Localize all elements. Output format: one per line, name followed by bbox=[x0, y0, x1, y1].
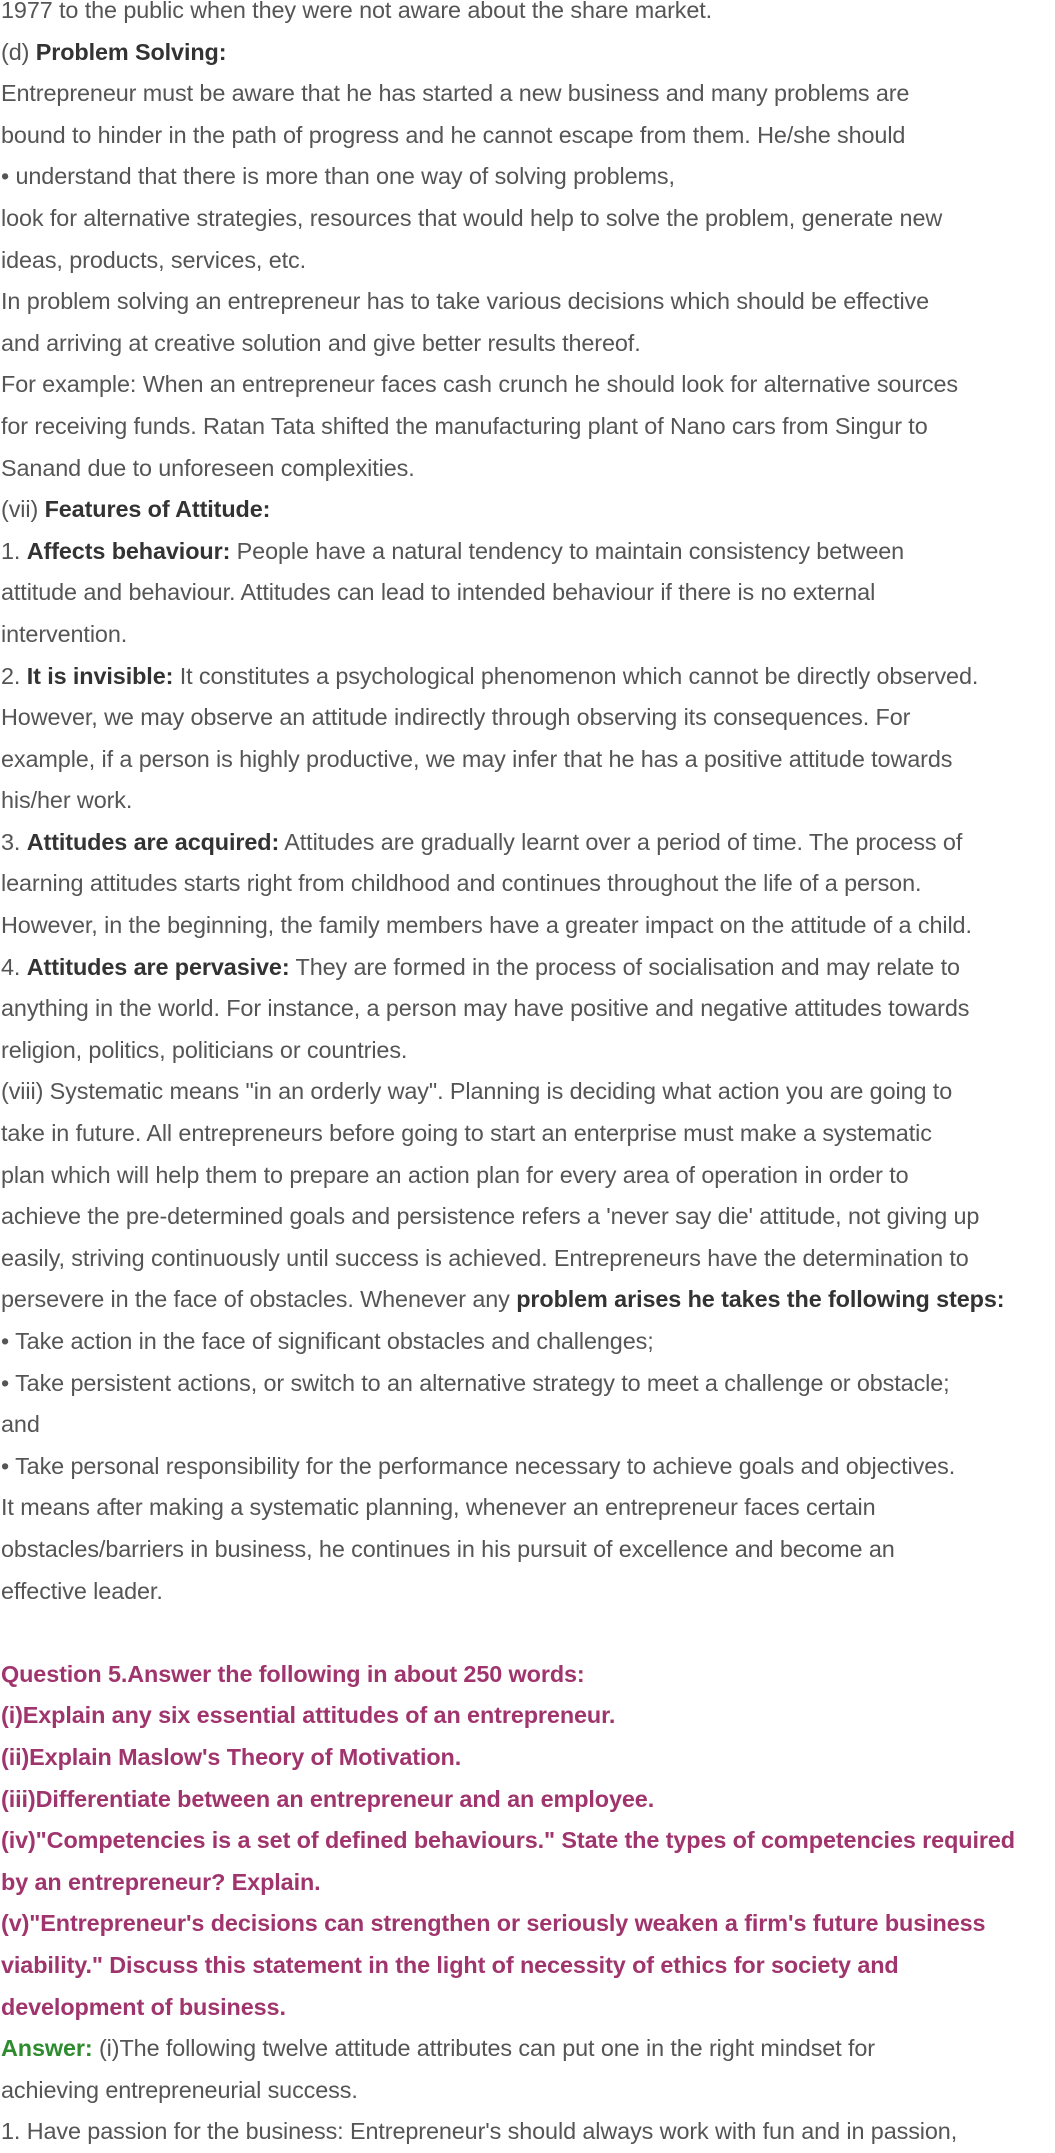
text-line: for receiving funds. Ratan Tata shifted the manufacturing plant of Nano cars from Singur to bbox=[1, 412, 928, 439]
text-line: For example: When an entrepreneur faces cash crunch he should look for alternative sources bbox=[1, 371, 959, 398]
text-line: easily, striving continuously until success is achieved. Entrepreneurs have the determination to bbox=[1, 1244, 969, 1271]
section-title: Problem Solving: bbox=[35, 38, 227, 65]
question-item: (ii)Explain Maslow's Theory of Motivation. bbox=[1, 1743, 462, 1770]
text-line: plan which will help them to prepare an action plan for every area of operation in order to bbox=[1, 1161, 909, 1188]
list-number: 1. bbox=[1, 537, 27, 564]
list-item-text: Attitudes are gradually learnt over a period of time. The process of bbox=[279, 828, 963, 855]
answer-text: (i)The following twelve attitude attributes can put one in the right mindset for bbox=[92, 2035, 875, 2062]
list-number: 2. bbox=[1, 662, 27, 689]
text-line: religion, politics, politicians or countries. bbox=[1, 1036, 408, 1063]
bullet-item: • understand that there is more than one way of solving problems, bbox=[1, 163, 675, 190]
text-line: example, if a person is highly productive, we may infer that he has a positive attitude towards bbox=[1, 745, 953, 772]
question-item: by an entrepreneur? Explain. bbox=[1, 1868, 321, 1895]
text-line: However, in the beginning, the family members have a greater impact on the attitude of a child. bbox=[1, 912, 972, 939]
text-line bbox=[1, 1279, 1055, 1321]
bullet-item: • Take persistent actions, or switch to an alternative strategy to meet a challenge or obstacle; bbox=[1, 1369, 950, 1396]
bullet-item: • Take personal responsibility for the performance necessary to achieve goals and objectives. bbox=[1, 1452, 956, 1479]
text-line: It means after making a systematic planning, whenever an entrepreneur faces certain bbox=[1, 1494, 876, 1521]
list-item-title: It is invisible: bbox=[26, 662, 174, 689]
section-number: (vii) bbox=[1, 496, 45, 523]
text-line: anything in the world. For instance, a person may have positive and negative attitudes towards bbox=[1, 995, 970, 1022]
list-item bbox=[1, 822, 1055, 864]
list-item-title: Affects behaviour: bbox=[26, 537, 231, 564]
section-heading-features-of-attitude bbox=[1, 489, 1055, 531]
text-line: achieving entrepreneurial success. bbox=[1, 2076, 358, 2103]
text-line: bound to hinder in the path of progress and he cannot escape from them. He/she should bbox=[1, 121, 906, 148]
section-heading-problem-solving bbox=[1, 32, 1055, 74]
text-line: achieve the pre-determined goals and persistence refers a 'never say die' attitude, not giving up bbox=[1, 1203, 980, 1230]
question-item: (i)Explain any six essential attitudes of an entrepreneur. bbox=[1, 1702, 616, 1729]
question-item: (v)"Entrepreneur's decisions can strengthen or seriously weaken a firm's future business bbox=[1, 1910, 986, 1937]
question-item: development of business. bbox=[1, 1993, 286, 2020]
answer-label: Answer: bbox=[1, 2035, 93, 2062]
text-line: look for alternative strategies, resources that would help to solve the problem, generate new bbox=[1, 204, 943, 231]
list-number: 4. bbox=[1, 953, 27, 980]
list-item-text: People have a natural tendency to maintain consistency between bbox=[230, 537, 905, 564]
text-segment: persevere in the face of obstacles. Whenever any bbox=[1, 1286, 517, 1313]
text-line: and arriving at creative solution and give better results thereof. bbox=[1, 329, 641, 356]
spacer bbox=[1, 1612, 1055, 1654]
section-title: Features of Attitude: bbox=[44, 496, 271, 523]
text-line: Sanand due to unforeseen complexities. bbox=[1, 454, 415, 481]
text-segment-bold: problem arises he takes the following steps: bbox=[516, 1286, 1005, 1313]
text-line: effective leader. bbox=[1, 1577, 163, 1604]
list-item-title: Attitudes are acquired: bbox=[26, 828, 280, 855]
text-line: ideas, products, services, etc. bbox=[1, 246, 307, 273]
question-item: (iii)Differentiate between an entrepreneur and an employee. bbox=[1, 1785, 655, 1812]
list-number: 3. bbox=[1, 828, 27, 855]
text-line: Entrepreneur must be aware that he has started a new business and many problems are bbox=[1, 80, 910, 107]
text-line: 1977 to the public when they were not aware about the share market. bbox=[1, 0, 713, 23]
list-item: 1. Have passion for the business: Entrepreneur's should always work with fun and in passion, bbox=[1, 2118, 958, 2145]
question-heading: Question 5.Answer the following in about 250 words: bbox=[1, 1660, 585, 1687]
question-item: viability." Discuss this statement in the light of necessity of ethics for society and bbox=[1, 1951, 899, 1978]
text-line: and bbox=[1, 1411, 40, 1438]
text-line: take in future. All entrepreneurs before going to start an enterprise must make a systematic bbox=[1, 1120, 932, 1147]
text-line: his/her work. bbox=[1, 787, 133, 814]
text-line: attitude and behaviour. Attitudes can lead to intended behaviour if there is no external bbox=[1, 579, 876, 606]
section-number: (d) bbox=[1, 38, 36, 65]
text-line: intervention. bbox=[1, 620, 128, 647]
text-line: However, we may observe an attitude indirectly through observing its consequences. For bbox=[1, 704, 911, 731]
bullet-item: • Take action in the face of significant obstacles and challenges; bbox=[1, 1328, 654, 1354]
question-item: (iv)"Competencies is a set of defined behaviours." State the types of competencies required bbox=[1, 1827, 1015, 1854]
text-line: obstacles/barriers in business, he continues in his pursuit of excellence and become an bbox=[1, 1535, 895, 1562]
text-line: (viii) Systematic means "in an orderly way". Planning is deciding what action you are going to bbox=[1, 1078, 953, 1105]
list-item-text: They are formed in the process of socialisation and may relate to bbox=[289, 953, 960, 980]
answer-line bbox=[1, 2028, 1055, 2070]
list-item-text: It constitutes a psychological phenomenon which cannot be directly observed. bbox=[173, 662, 979, 689]
list-item-title: Attitudes are pervasive: bbox=[26, 953, 290, 980]
text-line: learning attitudes starts right from childhood and continues throughout the life of a person. bbox=[1, 870, 922, 897]
list-item bbox=[1, 947, 1055, 989]
list-item bbox=[1, 656, 1055, 698]
list-item bbox=[1, 531, 1055, 573]
text-line: In problem solving an entrepreneur has to take various decisions which should be effective bbox=[1, 288, 930, 315]
